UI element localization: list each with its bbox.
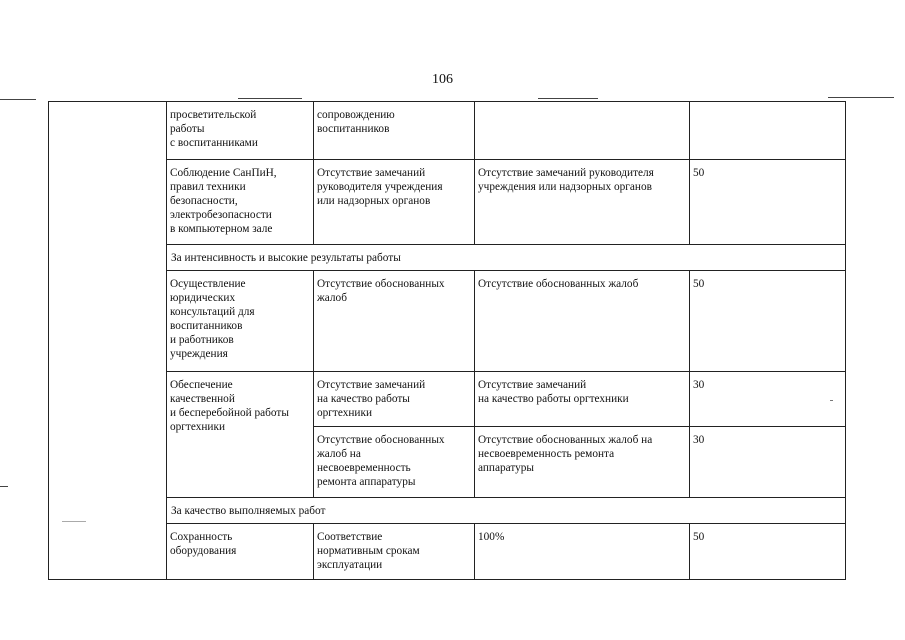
criterion-cell: Соблюдение СанПиН, правил техники безопасности, электробезопасности в компьютерном зале — [167, 160, 314, 245]
table-row — [49, 524, 846, 580]
points-cell: 30 — [690, 427, 846, 498]
section-row — [49, 245, 846, 271]
scan-artifact-line — [0, 486, 8, 487]
table-row — [49, 102, 846, 160]
page-number: 106 — [432, 72, 453, 87]
condition-cell: 100% — [475, 524, 690, 580]
criterion-cell: Осуществление юридических консультаций для воспитанников и работников учреждения — [167, 271, 314, 372]
condition-cell: Отсутствие замечаний на качество работы оргтехники — [475, 372, 690, 427]
indicator-cell: Соответствие нормативным срокам эксплуатации — [314, 524, 475, 580]
indicator-cell: Отсутствие замечаний руководителя учреждения или надзорных органов — [314, 160, 475, 245]
points-cell: 50 — [690, 160, 846, 245]
scan-artifact-line — [0, 99, 36, 100]
points-cell: 30 — [690, 372, 846, 427]
condition-cell — [475, 102, 690, 160]
points-cell: 50 — [690, 271, 846, 372]
indicator-cell: Отсутствие замечаний на качество работы оргтехники — [314, 372, 475, 427]
condition-cell: Отсутствие замечаний руководителя учреждения или надзорных органов — [475, 160, 690, 245]
points-cell — [690, 102, 846, 160]
section-row — [49, 498, 846, 524]
table-row — [49, 271, 846, 372]
scan-artifact-line — [828, 97, 894, 98]
condition-cell: Отсутствие обоснованных жалоб — [475, 271, 690, 372]
table-row — [49, 160, 846, 245]
indicator-cell: сопровождению воспитанников — [314, 102, 475, 160]
indicator-cell: Отсутствие обоснованных жалоб — [314, 271, 475, 372]
indicator-cell: Отсутствие обоснованных жалоб на несвоевременность ремонта аппаратуры — [314, 427, 475, 498]
points-cell: 50 — [690, 524, 846, 580]
section-header: За качество выполняемых работ — [167, 498, 846, 524]
table-row — [49, 372, 846, 427]
criterion-cell: просветительской работы с воспитанниками — [167, 102, 314, 160]
scan-artifact-line — [538, 98, 598, 99]
criteria-table — [48, 101, 846, 580]
criterion-cell: Сохранность оборудования — [167, 524, 314, 580]
criterion-cell: Обеспечение качественной и бесперебойной работы оргтехники — [167, 372, 314, 498]
scan-artifact-line — [238, 98, 302, 99]
condition-cell: Отсутствие обоснованных жалоб на несвоевременность ремонта аппаратуры — [475, 427, 690, 498]
position-cell — [49, 102, 167, 580]
section-header: За интенсивность и высокие результаты работы — [167, 245, 846, 271]
